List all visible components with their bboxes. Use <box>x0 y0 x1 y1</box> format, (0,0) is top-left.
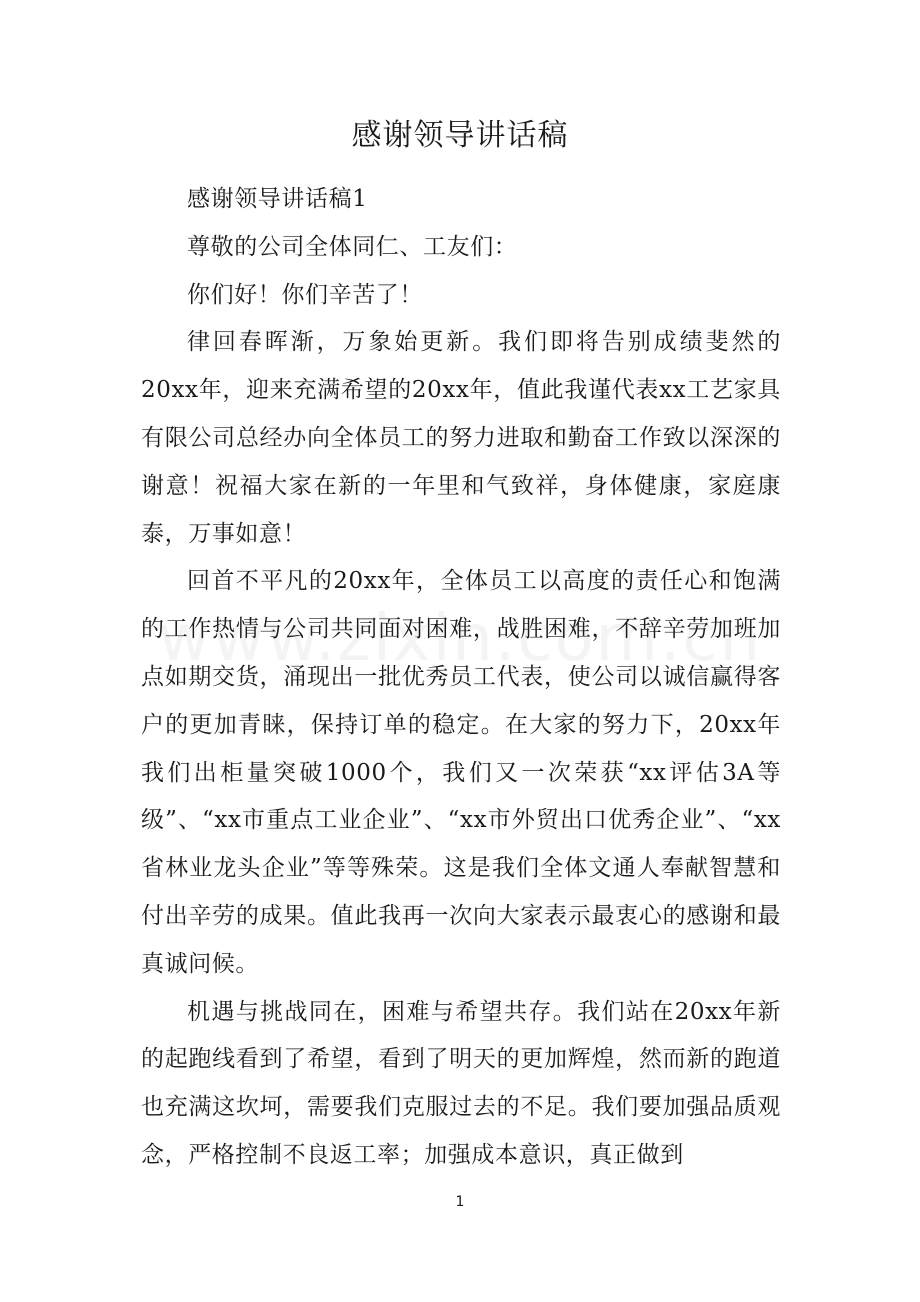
paragraph-body: 律回春晖渐，万象始更新。我们即将告别成绩斐然的20xx年，迎来充满希望的20xx年，值此我谨代表xx工艺家具有限公司总经办向全体员工的努力进取和勤奋工作致以深深的谢意！祝福大家在新的一年里和气致祥，身体健康，家庭康泰，万事如意！ <box>141 329 781 547</box>
paragraph-body: 机遇与挑战同在，困难与希望共存。我们站在20xx年新的起跑线看到了希望，看到了明天的更加辉煌，然而新的跑道也充满这坎坷，需要我们克服过去的不足。我们要加强品质观念，严格控制不良返工率；加强成本意识，真正做到 <box>141 998 781 1168</box>
page-number: 1 <box>455 1194 465 1210</box>
document-body <box>141 176 781 1180</box>
paragraph-greeting: 你们好！你们辛苦了！ <box>187 281 423 308</box>
paragraph-subtitle: 感谢领导讲话稿1 <box>187 186 368 212</box>
paragraph-salutation: 尊敬的公司全体同仁、工友们： <box>187 233 518 260</box>
paragraph-body: 回首不平凡的20xx年，全体员工以高度的责任心和饱满的工作热情与公司共同面对困难，战胜困难，不辞辛劳加班加点如期交货，涌现出一批优秀员工代表，使公司以诚信赢得客户的更加青睐，保持订单的稳定。在大家的努力下，20xx年我们出柜量突破1000个，我们又一次荣获“xx评估3A等级”、“xx市重点工业企业”、“xx市外贸出口优秀企业”、“xx省林业龙头企业”等等殊荣。这是我们全体文通人奉献智慧和付出辛劳的成果。值此我再一次向大家表示最衷心的感谢和最真诚问候。 <box>141 568 781 977</box>
document-title: 感谢领导讲话稿 <box>351 118 569 153</box>
